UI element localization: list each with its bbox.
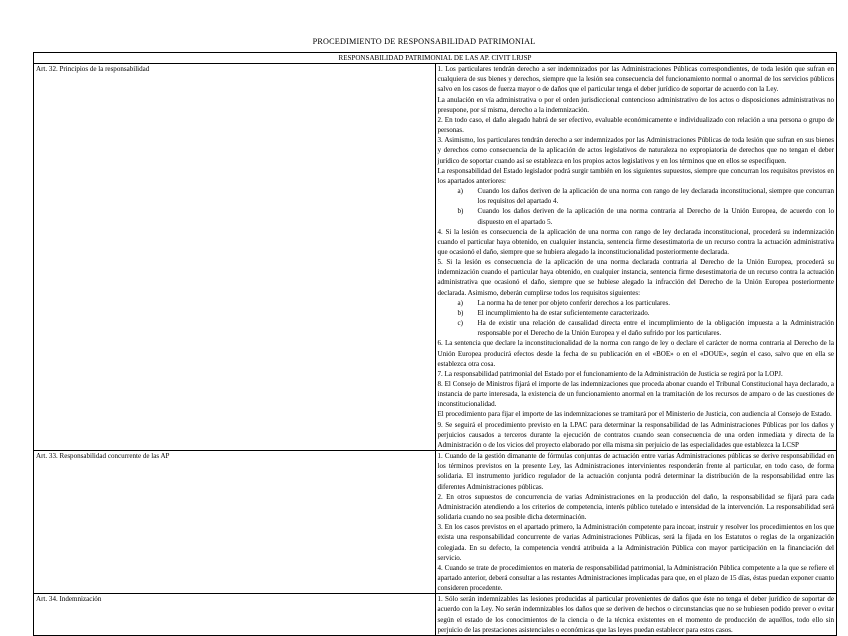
article-cell: Art. 32. Principios de la responsabilidad (34, 64, 436, 451)
list-text: El incumplimiento ha de estar suficientemente caracterizado. (477, 308, 650, 317)
paragraph: 6. La sentencia que declare la inconstitucionalidad de la norma con rango de ley o declare el carácter de norma contraria al Derecho de la Unión Europea producirá efectos desde la fecha de su publicación en el «BOE» o en el «DOUE», según el caso, salvo que en ella se establezca otra cosa. (437, 339, 834, 368)
list-marker: a) (457, 187, 463, 196)
article-cell: Art. 34. Indemnización (34, 594, 436, 636)
content-cell (435, 594, 837, 636)
content-cell (435, 451, 837, 594)
paragraph: 1. Los particulares tendrán derecho a ser indemnizados por las Administraciones Públicas correspondientes, de toda lesión que sufran en cualquiera de sus bienes y derechos, siempre que la lesión sea consecuencia del funcionamiento normal o anormal de los servicios públicos salvo en los casos de fuerza mayor o de daños que el particular tenga el deber jurídico de soportar de acuerdo con la Ley. (437, 65, 834, 94)
list-marker: a) (457, 298, 463, 307)
paragraph: 9. Se seguirá el procedimiento previsto en la LPAC para determinar la responsabilidad de las Administraciones Públicas por los daños y perjuicios causados a terceros durante la ejecución de contratos cuando sean consecuencia de una orden inmediata y directa de la Administración o de los vicios del proyecto elaborado por ella misma sin perjuicio de las especialidades que establezca la LCSP (437, 420, 834, 449)
list-marker: b) (457, 207, 464, 216)
paragraph: 1. Cuando de la gestión dimanante de fórmulas conjuntas de actuación entre varias Administraciones públicas se derive responsabilidad en los términos previstos en la presente Ley, las Administraciones intervinientes responderán frente al particular, en todo caso, de forma solidaria. El instrumento jurídico regulador de la actuación conjunta podrá determinar la distribución de la responsabilidad entre las diferentes Administraciones públicas. (437, 452, 834, 491)
paragraph: 2. En otros supuestos de concurrencia de varias Administraciones en la producción del daño, la responsabilidad se fijará para cada Administración atendiendo a los criterios de competencia, interés público tutelado e intensidad de la intervención. La responsabilidad será solidaria cuando no sea posible dicha determinación. (437, 492, 834, 522)
table-row (34, 451, 837, 594)
document-title: PROCEDIMIENTO DE RESPONSABILIDAD PATRIMONIAL (312, 37, 536, 46)
responsibility-table (33, 52, 837, 636)
paragraph: La anulación en vía administrativa o por el orden jurisdiccional contencioso administrativo de los actos o disposiciones administrativas no presupone, por sí misma, derecho a la indemnización. (437, 95, 834, 114)
paragraph: 8. El Consejo de Ministros fijará el importe de las indemnizaciones que proceda abonar cuando el Tribunal Constitucional haya declarado, a instancia de parte interesada, la existencia de un funcionamiento anormal en la tramitación de los recursos de amparo o de las cuestiones de inconstitucionalidad. (437, 380, 834, 409)
paragraph: 7. La responsabilidad patrimonial del Estado por el funcionamiento de la Administración de Justicia se regirá por la LOPJ. (437, 369, 783, 378)
paragraph: 2. En todo caso, el daño alegado habrá de ser efectivo, evaluable económicamente e individualizado con relación a una persona o grupo de personas. (437, 115, 834, 135)
list-text: Cuando los daños deriven de la aplicación de una norma con rango de ley declarada inconstitucional, siempre que concurran los requisitos del apartado 4. (477, 187, 834, 206)
list-text: Cuando los daños deriven de la aplicación de una norma contraria al Derecho de la Unión Europea, de acuerdo con lo dispuesto en el apartado 5. (477, 207, 834, 226)
paragraph: 3. Asimismo, los particulares tendrán derecho a ser indemnizados por las Administraciones Públicas de toda lesión que sufran en sus bienes y derechos como consecuencia de la aplicación de actos legislativos de naturaleza no expropiatoria de derechos que no tengan el deber jurídico de soportar cuando así se establezca en los propios actos legislativos y en los términos que en ellos se especifiquen. (437, 136, 834, 165)
list-marker: c) (457, 319, 463, 328)
list-text: Ha de existir una relación de causalidad directa entre el incumplimiento de la obligación impuesta a la Administración responsable por el Derecho de la Unión Europea y el daño sufrido por los particulares. (477, 319, 834, 338)
article-cell: Art. 33. Responsabilidad concurrente de las AP (34, 451, 436, 594)
paragraph: 1. Sólo serán indemnizables las lesiones producidas al particular provenientes de daños que éste no tenga el deber jurídico de soportar de acuerdo con la Ley. No serán indemnizables los daños que se deriven de hechos o circunstancias que no se hubiesen podido prever o evitar según el estado de los conocimientos de la ciencia o de la técnica existentes en el momento de producción de aquéllos, todo ello sin perjuicio de las prestaciones asistenciales o económicas que las leyes puedan establecer para estos casos. (437, 595, 834, 634)
paragraph: El procedimiento para fijar el importe de las indemnizaciones se tramitará por el Ministerio de Justicia, con audiencia al Consejo de Estado. (437, 410, 832, 419)
paragraph: 4. Si la lesión es consecuencia de la aplicación de una norma con rango de ley declarada inconstitucional, procederá su indemnización cuando el particular haya obtenido, en cualquier instancia, sentencia firme desestimatoria de un recurso contra la actuación administrativa que ocasionó el daño, siempre que se hubiera alegado la inconstitucionalidad posteriormente declarada. (437, 227, 834, 256)
content-cell (435, 64, 837, 451)
table-header: RESPONSABILIDAD PATRIMONIAL DE LAS AP. CIVIT LRJSP (34, 53, 837, 64)
list-item (438, 298, 835, 308)
paragraph: 4. Cuando se trate de procedimientos en materia de responsabilidad patrimonial, la Administración Pública competente a la que se refiere el apartado anterior, deberá consultar a las restantes Administraciones implicadas para que, en el plazo de 15 días, éstas puedan exponer cuanto consideren procedente. (437, 563, 834, 593)
table-header-row (34, 53, 837, 64)
paragraph: 3. En los casos previstos en el apartado primero, la Administración competente para incoar, instruir y resolver los procedimientos en los que exista una responsabilidad concurrente de varias Administraciones Públicas, será la fijada en los Estatutos o reglas de la organización colegiada. En su defecto, la competencia vendrá atribuida a la Administración Pública con mayor participación en la financiación del servicio. (437, 523, 834, 562)
paragraph: La responsabilidad del Estado legislador podrá surgir también en los siguientes supuestos, siempre que concurran los requisitos previstos en los apartados anteriores: (437, 166, 834, 185)
paragraph: 5. Si la lesión es consecuencia de la aplicación de una norma declarada contraria al Derecho de la Unión Europea, procederá su indemnización cuando el particular haya obtenido, en cualquier instancia, sentencia firme desestimatoria de un recurso contra la actuación administrativa que ocasionó el daño, siempre que se hubiese alegado la infracción del Derecho de la Unión Europea posteriormente declarada. Asimismo, deberán cumplirse todos los requisitos siguientes: (437, 258, 834, 297)
table-row (34, 594, 837, 636)
list-item (438, 318, 835, 338)
list-item (438, 206, 835, 226)
list-text: La norma ha de tener por objeto conferir derechos a los particulares. (477, 298, 671, 307)
table-row (34, 64, 837, 451)
list-item (438, 186, 835, 206)
list-item (438, 308, 835, 318)
list-marker: b) (457, 308, 464, 317)
